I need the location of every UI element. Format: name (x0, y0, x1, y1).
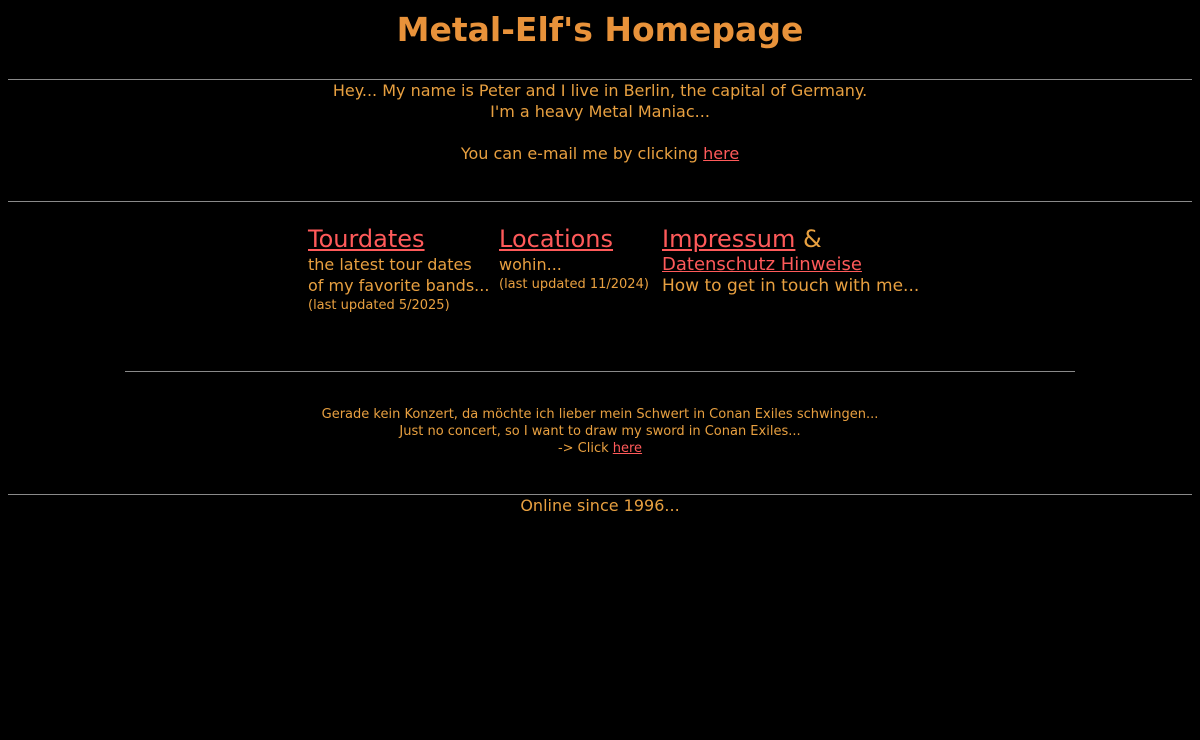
page-title: Metal-Elf's Homepage (396, 10, 804, 49)
email-link[interactable]: here (703, 144, 740, 163)
intro-spacer (0, 122, 1200, 143)
conan-line-de: Gerade kein Konzert, da möchte ich lieber mein Schwert in Conan Exiles schwingen... (321, 407, 879, 422)
email-line (0, 143, 1200, 164)
intro-section (0, 80, 1200, 164)
tourdates-link[interactable]: Tourdates (308, 225, 425, 253)
impressum-desc-1: How to get in touch with me... (662, 276, 920, 296)
locations-updated: (last updated 11/2024) (499, 277, 649, 292)
conan-click-text: -> Click (557, 441, 613, 456)
divider-intro (8, 201, 1192, 202)
conan-link[interactable]: here (612, 441, 643, 456)
conan-section (0, 406, 1200, 457)
ampersand: & (795, 225, 822, 253)
locations-desc-1: wohin... (499, 255, 562, 274)
intro-line-2: I'm a heavy Metal Maniac... (490, 102, 710, 121)
email-text: You can e-mail me by clicking (460, 144, 704, 163)
intro-line-1: Hey... My name is Peter and I live in Berlin, the capital of Germany. (332, 81, 868, 100)
locations-link[interactable]: Locations (499, 225, 614, 253)
footer-text: Online since 1996... (520, 496, 680, 515)
nav-locations (499, 224, 649, 294)
nav-impressum (662, 224, 919, 297)
tourdates-updated: (last updated 5/2025) (308, 298, 450, 313)
tourdates-desc-2: of my favorite bands... (308, 276, 490, 295)
conan-click-line (0, 440, 1200, 457)
impressum-link[interactable]: Impressum (662, 225, 796, 253)
conan-line-en: Just no concert, so I want to draw my sword in Conan Exiles... (399, 424, 801, 439)
datenschutz-link[interactable]: Datenschutz Hinweise (662, 254, 862, 275)
divider-middle (125, 371, 1075, 372)
tourdates-desc-1: the latest tour dates (308, 255, 472, 274)
nav-tourdates (308, 224, 489, 315)
